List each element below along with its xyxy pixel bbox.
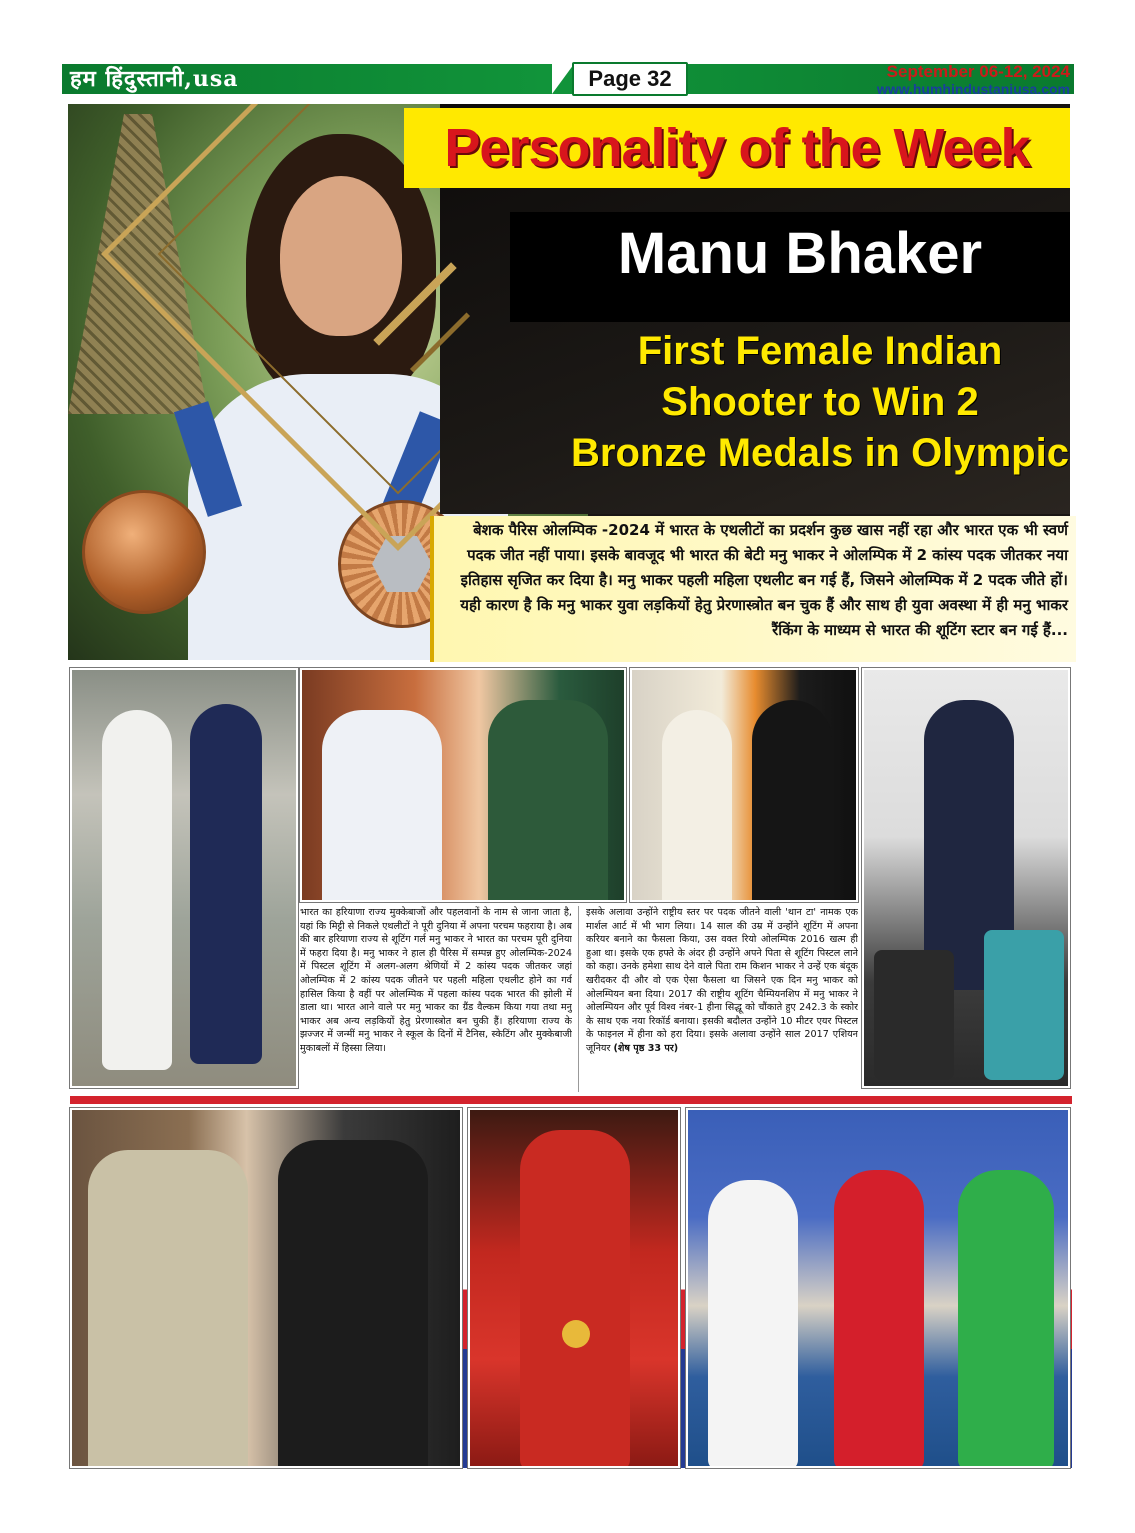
gold-medal-icon xyxy=(562,1320,590,1348)
article-column-2 xyxy=(586,906,858,1096)
subheadline-line: Shooter to Win 2 xyxy=(661,380,979,424)
photo-figure xyxy=(102,710,172,1070)
photo-figure xyxy=(834,1170,924,1468)
photo-figure xyxy=(520,1130,630,1468)
article-column-1: भारत का हरियाणा राज्य मुक्केबाजों और पहलवानों के नाम से जाना जाता है, यहां कि मिट्टी से निकले एथलीटों ने पूरी दुनिया में अपना परचम फहराया है। अब की बार हरियाणा राज्य से शूटिंग गर्ल मनु भाकर ने भारत का परचम पूरी दुनिया में फहरा दिया है। मनु भाकर ने हाल ही पैरिस में सम्पन्न हुए ओलम्पिक-2024 में पिस्टल शूटिंग में अलग-अलग श्रेणियों में 2 कांस्य पदक जीतकर जहां ओलम्पिक में 2 कांस्य पदक जीतने पर पहली महिला एथलीट होने का गर्व हासिल किया है वहीं पर ओलम्पिक में पहला कांस्य पदक भारत की झोली में डाला था। भारत आने वाले पर मनु भाकर का ग्रैंड वैल्कम किया गया तथा मनु भाकर अब अन्य लड़कियों हेतु प्रेरणास्त्रोत बन चुकी हैं। हरियाणा राज्य के झज्जर में जन्मीं मनु भाकर ने स्कूल के दिनों में टैनिस, स्केटिंग और मुक्केबाजी मुकाबलों में हिस्सा लिया। xyxy=(300,907,572,1054)
intro-paragraph: बेशक पैरिस ओलम्पिक -2024 में भारत के एथलीटों का प्रदर्शन कुछ खास नहीं रहा और भारत एक भी स्वर्ण पदक जीत नहीं पाया। इसके बावजूद भी भारत की बेटी मनु भाकर ने ओलम्पिक में 2 कांस्य पदक जीतकर नया इतिहास सृजित कर दिया है। मनु भाकर पहली महिला एथलीट बन गई हैं, जिसने ओलम्पिक में 2 पदक जीते हों। यही कारण है कि मनु भाकर युवा लड़कियों हेतु प्रेरणास्त्रोत बन चुक हैं और साथ ही युवा अवस्था में ही मनु भाकर रैंकिंग के माध्यम से भारत की शूटिंग स्टार बन गई हैं... xyxy=(460,521,1068,639)
column-divider xyxy=(578,906,579,1092)
photo-figure xyxy=(322,710,442,902)
photo-with-prime-minister xyxy=(300,668,626,902)
photo-gold-medal xyxy=(468,1108,680,1468)
subheadline-line: First Female Indian xyxy=(637,329,1003,373)
photo-with-father xyxy=(70,668,298,1088)
photo-figure xyxy=(752,700,832,902)
masthead-title: हम हिंदुस्तानी,usa xyxy=(70,66,239,92)
article-column-2-text: इसके अलावा उन्होंने राष्ट्रीय स्तर पर पदक जीतने वाली 'थान टा' नामक एक मार्शल आर्ट में भी भाग लिया। 14 साल की उम्र में उन्होंने शूटिंग में अपना करियर बनाने का फैसला किया, उस वक्त रियो ओलम्पिक 2016 खत्म ही हुआ था। इसके एक हफ्ते के अंदर ही उन्होंने अपने पिता से शूटिंग पिस्टल लाने को कहा। उनके हमेशा साथ देने वाले पिता राम किशन भाकर ने उन्हें एक बंदूक खरीदकर दी और वो एक ऐसा फैसला था जिसने एक दिन मनु भाकर को ओलम्पियन बना दिया। 2017 की राष्ट्रीय शूटिंग चैम्पियनशिप में मनु भाकर ने ओलम्पियन और पूर्व विश्व नंबर-1 हीना सिद्धू को चौंकाते हुए 242.3 के स्कोर के साथ एक नया रिकॉर्ड बनाया। इसकी बदौलत उन्होंने 10 मीटर एयर पिस्टल के फाइनल में हीना को हरा दिया। इसके अलावा उन्होंने साल 2017 एशियन जूनियर xyxy=(586,907,858,1054)
photo-figure xyxy=(958,1170,1054,1468)
photo-with-luggage xyxy=(862,668,1070,1088)
headline: Personality of the Week xyxy=(444,118,1030,178)
website-link[interactable]: www.humhindustaniusa.com xyxy=(876,81,1070,97)
photo-figure xyxy=(88,1150,248,1468)
photo-figure xyxy=(190,704,262,1064)
subheadline xyxy=(560,326,1080,479)
photo-with-elder-woman xyxy=(70,1108,462,1468)
suitcase xyxy=(874,950,954,1080)
photo-podium-trio xyxy=(686,1108,1070,1468)
issue-date: September 06-12, 2024 xyxy=(886,62,1070,81)
photo-figure xyxy=(708,1180,798,1468)
photo-figure xyxy=(488,700,608,902)
bottom-red-rule xyxy=(70,1096,1072,1104)
suitcase xyxy=(984,930,1064,1080)
photo-handshake xyxy=(630,668,858,902)
photo-figure xyxy=(278,1140,428,1468)
continued-note: (शेष पृष्ठ 33 पर) xyxy=(613,1042,679,1054)
subheadline-line: Bronze Medals in Olympic xyxy=(571,431,1069,475)
bronze-medal-front-icon xyxy=(82,490,206,614)
person-name: Manu Bhaker xyxy=(617,221,983,286)
photo-figure xyxy=(662,710,732,902)
page-number: Page 32 xyxy=(588,66,672,91)
